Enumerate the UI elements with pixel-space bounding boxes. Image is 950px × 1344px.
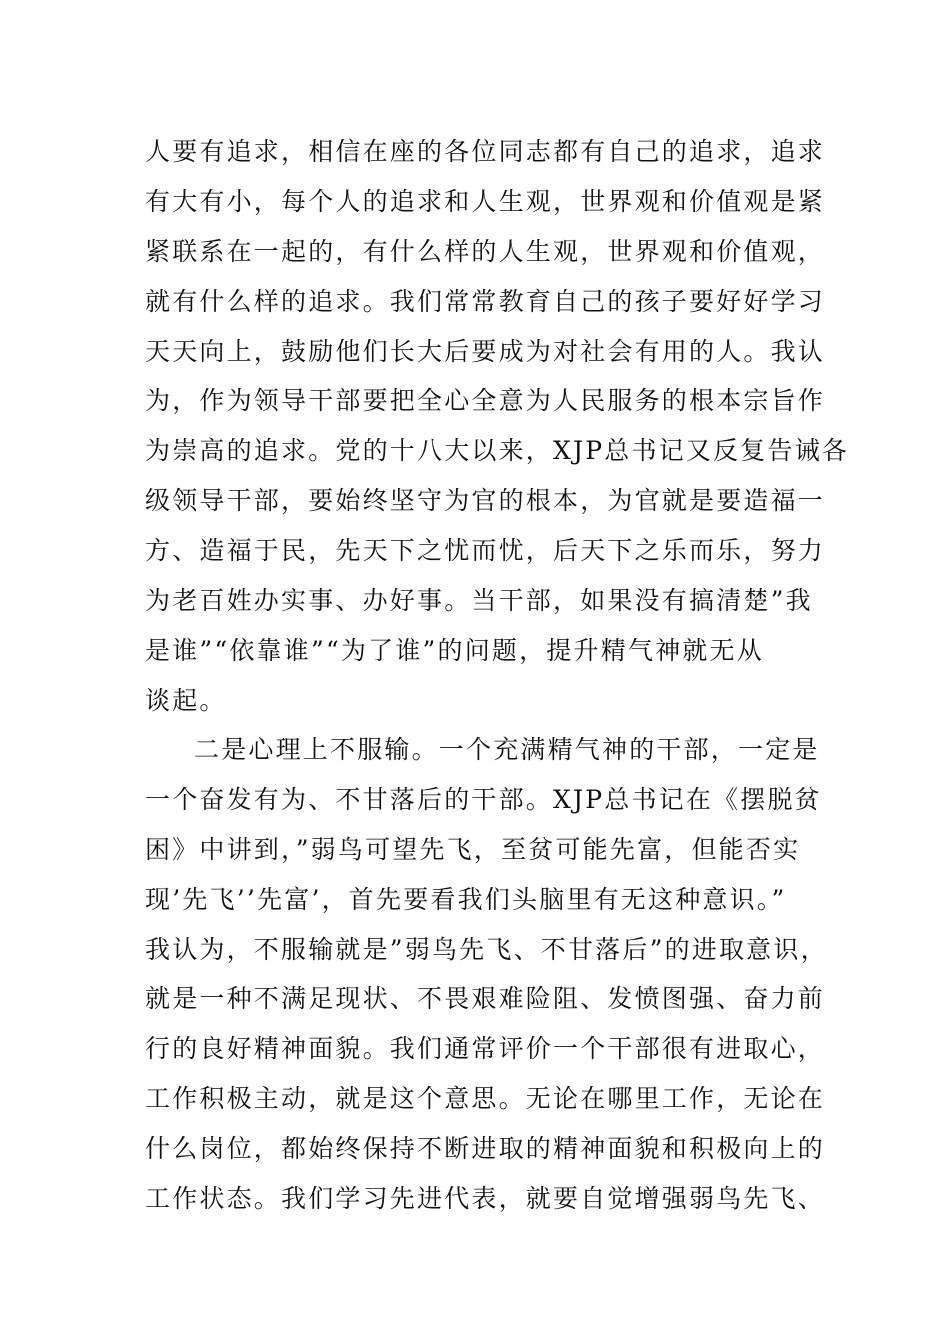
text-line: 是谁”“依靠谁”“为了谁”的问题，提升精气神就无从 <box>145 636 764 665</box>
text-line: 工作积极主动，就是这个意思。无论在哪里工作，无论在 <box>145 1084 826 1113</box>
text-line: 工作状态。我们学习先进代表，就要自觉增强弱鸟先飞、 <box>145 1184 826 1213</box>
text-line: 行的良好精神面貌。我们通常评价一个干部很有进取心， <box>145 1034 826 1063</box>
text-line: 困》中讲到，”弱鸟可望先飞，至贫可能先富，但能否实 <box>145 835 801 864</box>
text-line: 为，作为领导干部要把全心全意为人民服务的根本宗旨作 <box>145 386 826 415</box>
text-line: 方、造福于民，先天下之忧而忧，后天下之乐而乐，努力 <box>145 536 826 565</box>
text-line: 级领导干部，要始终坚守为官的根本，为官就是要造福一 <box>145 486 826 515</box>
text-line: 为崇高的追求。党的十八大以来，XJP总书记又反复告诫各 <box>145 436 850 465</box>
text-line: 天天向上，鼓励他们长大后要成为对社会有用的人。我认 <box>145 337 826 366</box>
text-line: 有大有小，每个人的追求和人生观，世界观和价值观是紧 <box>145 187 826 216</box>
text-line: 为老百姓办实事、办好事。当干部，如果没有搞清楚”我 <box>145 586 813 615</box>
text-line: 二是心理上不服输。一个充满精气神的干部，一定是 <box>194 735 820 764</box>
text-line: 谈起。 <box>145 686 227 715</box>
text-line: 就是一种不满足现状、不畏艰难险阻、发愤图强、奋力前 <box>145 984 826 1013</box>
text-line: 就有什么样的追求。我们常常教育自己的孩子要好好学习 <box>145 287 826 316</box>
text-line: 紧联系在一起的，有什么样的人生观，世界观和价值观， <box>145 237 826 266</box>
text-line: 人要有追求，相信在座的各位同志都有自己的追求，追求 <box>145 137 826 166</box>
text-line: 一个奋发有为、不甘落后的干部。XJP总书记在《摆脱贫 <box>145 785 822 814</box>
text-line: 现’先飞’’先富’，首先要看我们头脑里有无这种意识。” <box>145 885 787 914</box>
text-line: 我认为，不服输就是”弱鸟先飞、不甘落后”的进取意识， <box>145 935 828 964</box>
text-line: 什么岗位，都始终保持不断进取的精神面貌和积极向上的 <box>145 1134 826 1163</box>
